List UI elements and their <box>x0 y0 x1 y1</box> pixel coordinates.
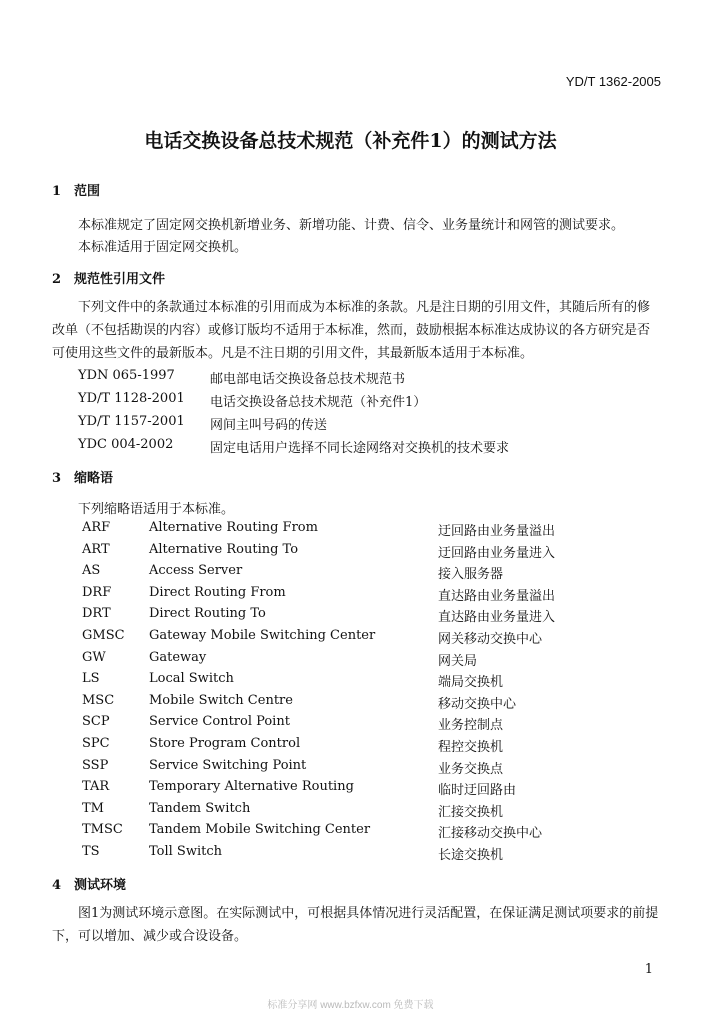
abbreviation-code: GW <box>82 650 106 665</box>
abbreviation-chinese: 迂回路由业务量进入 <box>438 546 556 561</box>
abbreviation-chinese: 业务控制点 <box>438 718 504 733</box>
abbreviation-english: Mobile Switch Centre <box>149 693 293 708</box>
abbreviation-chinese: 程控交换机 <box>438 740 504 755</box>
section-number: 1 <box>52 184 62 199</box>
reference-code: YDN 065-1997 <box>78 368 175 383</box>
section-number: 2 <box>52 272 62 287</box>
abbreviation-english: Local Switch <box>149 671 234 686</box>
abbreviation-code: DRT <box>82 606 111 621</box>
abbreviation-code: AS <box>82 563 101 578</box>
abbreviation-code: LS <box>82 671 100 686</box>
reference-title: 电话交换设备总技术规范（补充件1） <box>210 395 427 410</box>
abbreviation-english: Tandem Mobile Switching Center <box>149 822 371 837</box>
abbreviation-chinese: 移动交换中心 <box>438 697 517 712</box>
abbreviation-english: Access Server <box>149 563 243 578</box>
section-number: 3 <box>52 471 62 486</box>
abbreviation-code: MSC <box>82 693 115 708</box>
page-number: 1 <box>644 962 653 977</box>
abbreviation-chinese: 汇接移动交换中心 <box>438 826 543 841</box>
abbreviation-chinese: 直达路由业务量溢出 <box>438 589 556 604</box>
abbreviation-chinese: 网关局 <box>438 654 478 669</box>
section-2-heading <box>52 268 165 287</box>
abbreviation-english: Alternative Routing From <box>149 520 318 535</box>
abbreviation-english: Service Control Point <box>149 714 290 729</box>
reference-title: 网间主叫号码的传送 <box>210 418 328 433</box>
abbreviation-english: Temporary Alternative Routing <box>149 779 354 794</box>
abbreviation-code: ARF <box>82 520 111 535</box>
paragraph: 下列缩略语适用于本标准。 <box>78 502 235 517</box>
section-title: 缩略语 <box>74 471 114 486</box>
section-number: 4 <box>52 878 62 893</box>
abbreviation-chinese: 接入服务器 <box>438 567 504 582</box>
section-3-heading <box>52 467 113 486</box>
abbreviation-code: TAR <box>82 779 110 794</box>
reference-title: 固定电话用户选择不同长途网络对交换机的技术要求 <box>210 441 510 456</box>
abbreviation-code: GMSC <box>82 628 125 643</box>
abbreviation-code: TS <box>82 844 100 859</box>
section-4-heading <box>52 874 126 893</box>
abbreviation-chinese: 网关移动交换中心 <box>438 632 543 647</box>
abbreviation-code: TM <box>82 801 104 816</box>
abbreviation-chinese: 业务交换点 <box>438 762 504 777</box>
section-title: 测试环境 <box>74 878 127 893</box>
watermark: 标准分享网 www.bzfxw.com 免费下载 <box>267 1000 434 1011</box>
abbreviation-code: SPC <box>82 736 110 751</box>
abbreviation-code: DRF <box>82 585 112 600</box>
abbreviation-code: ART <box>82 542 110 557</box>
reference-code: YD/T 1128-2001 <box>78 391 185 406</box>
paragraph: 本标准规定了固定网交换机新增业务、新增功能、计费、信令、业务量统计和网管的测试要求。 <box>78 218 625 233</box>
paragraph: 本标准适用于固定网交换机。 <box>78 240 248 255</box>
abbreviation-english: Gateway Mobile Switching Center <box>149 628 376 643</box>
reference-code: YD/T 1157-2001 <box>78 414 185 429</box>
reference-title: 邮电部电话交换设备总技术规范书 <box>210 372 406 387</box>
abbreviation-chinese: 直达路由业务量进入 <box>438 610 556 625</box>
reference-code: YDC 004-2002 <box>78 437 174 452</box>
abbreviation-code: SSP <box>82 758 109 773</box>
abbreviation-english: Alternative Routing To <box>149 542 299 557</box>
section-title: 规范性引用文件 <box>74 272 166 287</box>
abbreviation-chinese: 端局交换机 <box>438 675 504 690</box>
section-title: 范围 <box>74 184 101 199</box>
abbreviation-chinese: 临时迂回路由 <box>438 783 517 798</box>
abbreviation-chinese: 长途交换机 <box>438 848 504 863</box>
abbreviation-chinese: 迂回路由业务量溢出 <box>438 524 556 539</box>
abbreviation-code: SCP <box>82 714 110 729</box>
abbreviation-english: Gateway <box>149 650 207 665</box>
abbreviation-english: Tandem Switch <box>149 801 251 816</box>
abbreviation-english: Direct Routing To <box>149 606 266 621</box>
abbreviation-english: Toll Switch <box>149 844 223 859</box>
paragraph: 图1为测试环境示意图。在实际测试中，可根据具体情况进行灵活配置，在保证满足测试项要求的前提下，可以增加、减少或合设设备。 <box>52 906 659 944</box>
abbreviation-english: Service Switching Point <box>149 758 307 773</box>
abbreviation-english: Store Program Control <box>149 736 301 751</box>
abbreviation-english: Direct Routing From <box>149 585 286 600</box>
standard-code: YD/T 1362-2005 <box>565 74 661 89</box>
document-title: 电话交换设备总技术规范（补充件1）的测试方法 <box>144 130 557 152</box>
abbreviation-code: TMSC <box>82 822 123 837</box>
section-1-heading <box>52 180 100 199</box>
paragraph: 下列文件中的条款通过本标准的引用而成为本标准的条款。凡是注日期的引用文件，其随后所有的修改单（不包括勘误的内容）或修订版均不适用于本标准，然而，鼓励根据本标准达成协议的各方研究是否可使用这些文件的最新版本。凡是不注日期的引用文件，其最新版本适用于本标准。 <box>52 300 651 361</box>
abbreviation-chinese: 汇接交换机 <box>438 805 504 820</box>
